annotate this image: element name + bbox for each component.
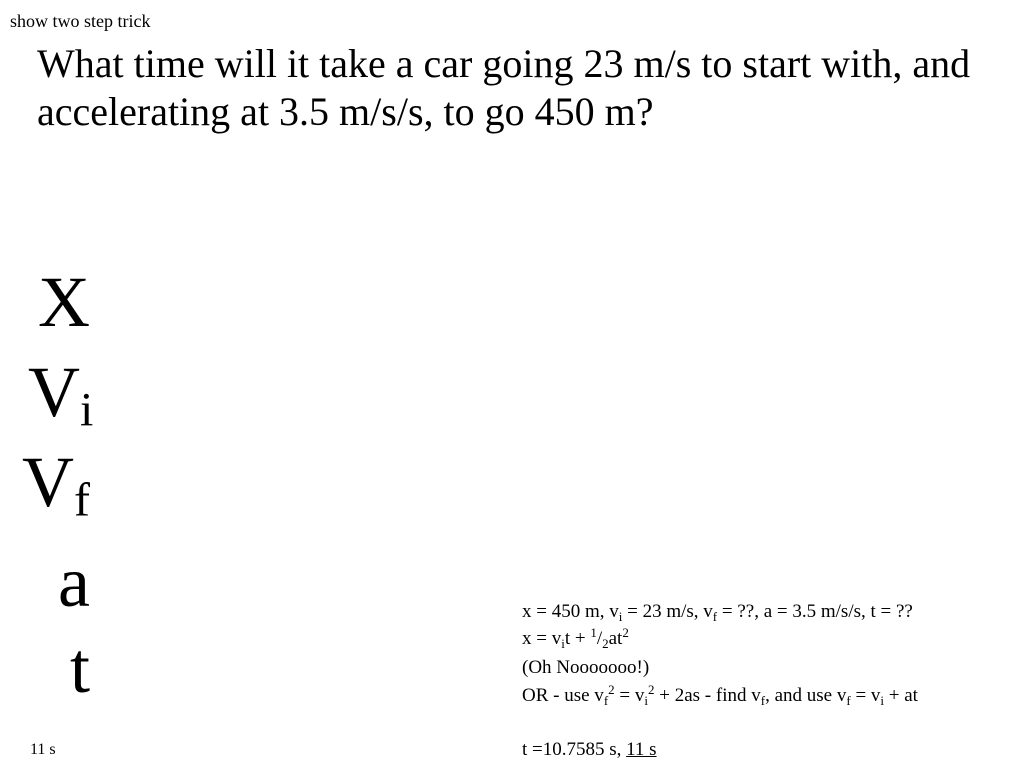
- work-text: + 2as - find v: [654, 685, 761, 706]
- question-text: What time will it take a car going 23 m/s to start with, and accelerating at 3.5 m/s/s, to go 450 m?: [37, 41, 971, 134]
- work-line-exclamation: (Oh Nooooooo!): [522, 657, 650, 678]
- work-sub: f: [712, 608, 718, 624]
- variable-a: a: [58, 542, 90, 622]
- variable-v-letter: V: [28, 352, 80, 432]
- variable-vf: [22, 442, 90, 527]
- variable-vi: [28, 352, 94, 437]
- work-text: = 23 m/s, v: [622, 601, 713, 622]
- variable-x: X: [38, 262, 90, 342]
- work-text: = v: [614, 685, 645, 706]
- work-sub: 2: [602, 635, 609, 651]
- work-sub: i: [880, 692, 885, 708]
- work-text: OR - use v: [522, 685, 604, 706]
- top-note: show two step trick: [10, 11, 151, 31]
- work-text: at: [608, 628, 623, 649]
- variable-t: t: [70, 628, 91, 708]
- result-text: t =10.7585 s,: [522, 739, 627, 760]
- work-text: = ??, a = 3.5 m/s/s, t = ??: [717, 601, 913, 622]
- subscript-f: f: [74, 473, 90, 527]
- work-text: , and use v: [765, 685, 847, 706]
- work-line-alternative: [522, 681, 918, 708]
- work-sup: 2: [648, 681, 655, 697]
- work-text: = v: [850, 685, 881, 706]
- work-text: /: [596, 628, 603, 649]
- work-sup: 1: [590, 624, 597, 640]
- work-sub: f: [603, 692, 609, 708]
- work-sub: i: [618, 608, 623, 624]
- work-text: x = v: [522, 628, 562, 649]
- work-line-result: [522, 738, 657, 762]
- final-answer: 11 s: [626, 739, 657, 760]
- work-sup: 2: [608, 681, 615, 697]
- work-text: + at: [884, 685, 918, 706]
- work-text: x = 450 m, v: [522, 601, 619, 622]
- work-sup: 2: [622, 624, 629, 640]
- work-sub: f: [846, 692, 851, 708]
- work-sub: i: [561, 635, 565, 651]
- footer-answer-note: 11 s: [30, 741, 56, 758]
- work-sub: f: [760, 692, 766, 708]
- variable-v-letter: V: [22, 442, 74, 522]
- work-line-equation: [522, 624, 629, 651]
- work-text: t +: [564, 628, 591, 649]
- work-line-knowns: [522, 600, 913, 624]
- work-sub: i: [644, 692, 648, 708]
- subscript-i: i: [80, 383, 94, 437]
